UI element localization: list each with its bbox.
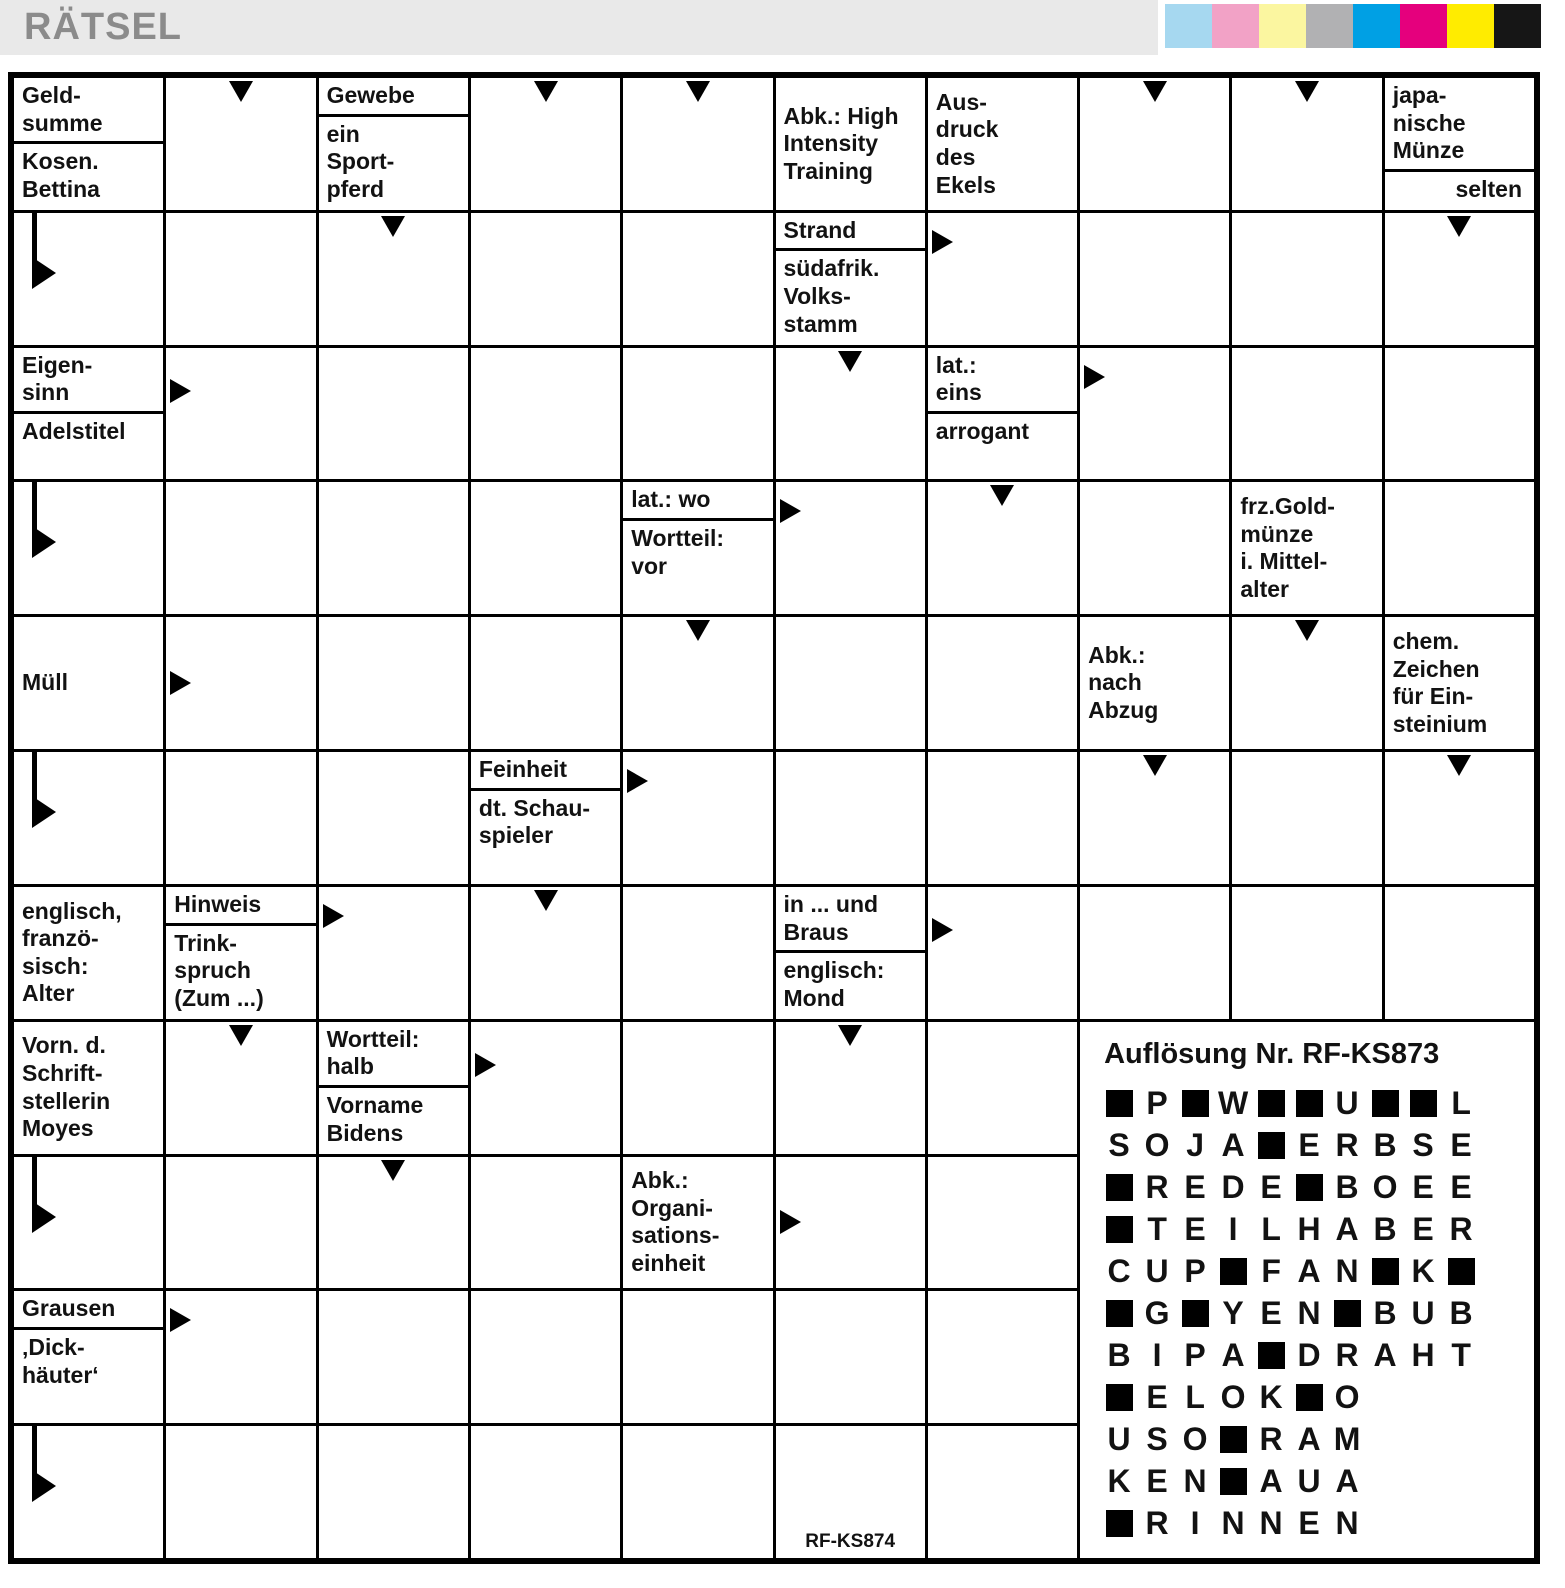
solution-letter: H [1297, 1211, 1321, 1248]
solution-letter: D [1297, 1337, 1321, 1374]
solution-letter: A [1297, 1253, 1321, 1290]
clue-text: Feinheit [478, 756, 568, 783]
solution-letter: F [1261, 1253, 1281, 1290]
solution-letter: A [1373, 1337, 1397, 1374]
answer-cell [1080, 482, 1229, 614]
clue-cell [623, 482, 772, 614]
solution-black-square [1290, 1167, 1328, 1209]
answer-cell [928, 617, 1077, 749]
solution-black-square [1290, 1083, 1328, 1125]
solution-black-square [1366, 1083, 1404, 1125]
answer-cell [1080, 213, 1229, 345]
solution-letter: E [1260, 1295, 1282, 1332]
solution-letter: O [1372, 1169, 1398, 1206]
answer-cell [1080, 348, 1229, 480]
solution-letter: E [1298, 1505, 1320, 1542]
answer-cell [166, 1426, 315, 1558]
down-arrow-icon [378, 1159, 408, 1182]
answer-cell [928, 887, 1077, 1019]
clue-text: südafrik. Volks- stamm [776, 248, 925, 342]
answer-cell [471, 1426, 620, 1558]
right-arrow-icon [1083, 362, 1106, 392]
solution-black-square [1176, 1083, 1214, 1125]
answer-cell [14, 1157, 163, 1289]
solution-letter: R [1259, 1421, 1283, 1458]
answer-cell [471, 348, 620, 480]
solution-letter: E [1450, 1127, 1472, 1164]
solution-letter: R [1145, 1169, 1169, 1206]
clue-cell [623, 1157, 772, 1289]
solution-black-square [1252, 1125, 1290, 1167]
solution-letter: E [1450, 1169, 1472, 1206]
clue-text: in ... und Braus [783, 890, 879, 945]
down-arrow-icon [531, 80, 561, 103]
solution-row [1100, 1377, 1534, 1419]
solution-letter: N [1259, 1505, 1283, 1542]
clue-cell [776, 887, 925, 1019]
solution-letter: N [1221, 1505, 1245, 1542]
clue-cell [319, 1022, 468, 1154]
solution-letter: A [1259, 1463, 1283, 1500]
down-arrow-icon [1292, 80, 1322, 103]
solution-letter: G [1144, 1295, 1170, 1332]
solution-letter: E [1298, 1127, 1320, 1164]
bent-arrow-icon [26, 752, 58, 832]
page-header [0, 0, 1158, 55]
answer-cell [928, 1157, 1077, 1289]
solution-letter: B [1335, 1169, 1359, 1206]
solution-letter: U [1411, 1295, 1435, 1332]
right-arrow-icon [169, 668, 192, 698]
answer-cell [1385, 348, 1534, 480]
solution-letter: K [1107, 1463, 1131, 1500]
clue-text: Wortteil: vor [623, 518, 772, 584]
solution-letter: H [1411, 1337, 1435, 1374]
solution-letter: S [1108, 1127, 1130, 1164]
solution-black-square [1100, 1503, 1138, 1545]
clue-cell [14, 1291, 163, 1423]
answer-cell [1232, 213, 1381, 345]
color-bar [1400, 4, 1447, 48]
solution-letter: W [1217, 1085, 1249, 1122]
color-bar [1353, 4, 1400, 48]
right-arrow-icon [931, 915, 954, 945]
answer-cell [166, 482, 315, 614]
clue-text: dt. Schau- spieler [471, 788, 620, 854]
clue-text: englisch, franzö- sisch: Alter [22, 897, 122, 1007]
clue-text: Trink- spruch (Zum ...) [166, 923, 315, 1017]
answer-cell [319, 1291, 468, 1423]
bent-arrow-icon [26, 482, 58, 562]
clue-text: Abk.: nach Abzug [1088, 641, 1159, 723]
solution-letter: N [1335, 1505, 1359, 1542]
answer-cell [623, 752, 772, 884]
solution-letter: S [1146, 1421, 1168, 1458]
clue-text: Aus- druck des Ekels [935, 88, 999, 198]
answer-cell [471, 1157, 620, 1289]
answer-cell [319, 887, 468, 1019]
answer-cell [471, 1291, 620, 1423]
solution-letter: E [1412, 1169, 1434, 1206]
solution-letter: A [1297, 1421, 1321, 1458]
solution-row [1100, 1125, 1534, 1167]
solution-black-square [1214, 1419, 1252, 1461]
answer-cell [928, 752, 1077, 884]
answer-cell [776, 752, 925, 884]
clue-text: Abk.: High Intensity Training [783, 102, 899, 184]
right-arrow-icon [474, 1050, 497, 1080]
solution-black-square [1100, 1377, 1138, 1419]
down-arrow-icon [683, 80, 713, 103]
solution-black-square [1290, 1377, 1328, 1419]
solution-letter: N [1183, 1463, 1207, 1500]
solution-letter: U [1145, 1253, 1169, 1290]
solution-letter: C [1107, 1253, 1131, 1290]
clue-text: Adelstitel [14, 411, 163, 450]
solution-black-square [1100, 1167, 1138, 1209]
right-arrow-icon [169, 376, 192, 406]
solution-letter: B [1449, 1295, 1473, 1332]
clue-cell [14, 1022, 163, 1154]
solution-letter: A [1221, 1337, 1245, 1374]
color-bar [1212, 4, 1259, 48]
solution-letter: P [1146, 1085, 1168, 1122]
solution-letter: O [1334, 1379, 1360, 1416]
solution-letter: U [1335, 1085, 1359, 1122]
answer-cell [1232, 752, 1381, 884]
answer-cell [623, 617, 772, 749]
puzzle-id-label: RF-KS874 [805, 1530, 896, 1552]
answer-cell [319, 348, 468, 480]
solution-letter: R [1145, 1505, 1169, 1542]
answer-cell [623, 1291, 772, 1423]
solution-letter: E [1184, 1169, 1206, 1206]
clue-text: Vorname Bidens [319, 1085, 468, 1151]
solution-row [1100, 1251, 1534, 1293]
answer-cell [166, 752, 315, 884]
clue-cell [776, 78, 925, 210]
bent-arrow-icon [26, 1157, 58, 1237]
solution-letter: T [1147, 1211, 1167, 1248]
solution-black-square [1442, 1251, 1480, 1293]
down-arrow-icon [1292, 619, 1322, 642]
solution-letter: P [1184, 1253, 1206, 1290]
answer-cell [1385, 887, 1534, 1019]
solution-row [1100, 1419, 1534, 1461]
answer-cell [1080, 752, 1229, 884]
answer-cell [776, 482, 925, 614]
clue-text: Strand [783, 216, 857, 243]
answer-cell [319, 617, 468, 749]
answer-cell [14, 482, 163, 614]
down-arrow-icon [835, 350, 865, 373]
page-title: RÄTSEL [24, 6, 182, 48]
down-arrow-icon [987, 484, 1017, 507]
solution-black-square [1214, 1251, 1252, 1293]
clue-text: selten [1385, 169, 1534, 208]
clue-text: Kosen. Bettina [14, 141, 163, 207]
down-arrow-icon [835, 1024, 865, 1047]
solution-letter: J [1186, 1127, 1204, 1164]
clue-text: Gewebe [326, 82, 415, 108]
answer-cell [471, 213, 620, 345]
down-arrow-icon [1140, 80, 1170, 103]
solution-letter: O [1144, 1127, 1170, 1164]
solution-black-square [1214, 1461, 1252, 1503]
answer-cell [1232, 78, 1381, 210]
color-bar [1165, 4, 1212, 48]
solution-letter: O [1220, 1379, 1246, 1416]
right-arrow-icon [626, 766, 649, 796]
answer-cell [1232, 887, 1381, 1019]
answer-cell [1385, 752, 1534, 884]
solution-title: Auflösung Nr. RF-KS873 [1104, 1037, 1440, 1070]
clue-cell [1385, 78, 1534, 210]
color-bar [1447, 4, 1494, 48]
clue-text: Müll [22, 669, 68, 696]
answer-cell [166, 78, 315, 210]
solution-letter: B [1373, 1211, 1397, 1248]
clue-text: Geld- summe [22, 82, 103, 136]
solution-letter: E [1146, 1379, 1168, 1416]
solution-letter: B [1373, 1127, 1397, 1164]
answer-cell [776, 1022, 925, 1154]
answer-cell [166, 213, 315, 345]
down-arrow-icon [1444, 754, 1474, 777]
solution-letter: A [1335, 1211, 1359, 1248]
clue-text: chem. Zeichen für Ein- steinium [1392, 627, 1488, 737]
answer-cell [1385, 482, 1534, 614]
answer-cell [623, 1426, 772, 1558]
answer-cell [319, 482, 468, 614]
solution-letter: L [1451, 1085, 1471, 1122]
answer-cell [471, 78, 620, 210]
solution-letter: E [1412, 1211, 1434, 1248]
down-arrow-icon [531, 889, 561, 912]
down-arrow-icon [1444, 215, 1474, 238]
solution-black-square [1100, 1209, 1138, 1251]
color-bar [1494, 4, 1541, 48]
answer-cell [1080, 78, 1229, 210]
answer-cell [1232, 617, 1381, 749]
solution-box [1080, 1022, 1534, 1558]
answer-cell [166, 1291, 315, 1423]
clue-text: Hinweis [174, 890, 262, 917]
solution-letter: A [1335, 1463, 1359, 1500]
clue-cell [14, 887, 163, 1019]
clue-text: Wortteil: halb [326, 1025, 420, 1080]
answer-cell [14, 213, 163, 345]
answer-cell [1080, 887, 1229, 1019]
solution-letter: E [1146, 1463, 1168, 1500]
answer-cell [776, 1426, 925, 1558]
solution-letter: K [1259, 1379, 1283, 1416]
solution-row [1100, 1461, 1534, 1503]
right-arrow-icon [779, 1207, 802, 1237]
solution-row [1100, 1335, 1534, 1377]
clue-cell [1385, 617, 1534, 749]
print-color-bars [1165, 4, 1541, 48]
solution-letter: R [1449, 1211, 1473, 1248]
solution-letter: D [1221, 1169, 1245, 1206]
clue-text: Grausen [22, 1295, 116, 1322]
clue-cell [471, 752, 620, 884]
solution-letter: S [1412, 1127, 1434, 1164]
answer-cell [1232, 348, 1381, 480]
answer-cell [623, 1022, 772, 1154]
down-arrow-icon [683, 619, 713, 642]
answer-cell [471, 617, 620, 749]
right-arrow-icon [169, 1305, 192, 1335]
solution-black-square [1252, 1083, 1290, 1125]
clue-cell [1232, 482, 1381, 614]
answer-cell [928, 482, 1077, 614]
solution-letter: U [1107, 1421, 1131, 1458]
answer-cell [319, 752, 468, 884]
answer-cell [166, 1157, 315, 1289]
clue-cell [1080, 617, 1229, 749]
clue-text: englisch: Mond [776, 950, 925, 1016]
clue-text: lat.: eins [935, 351, 982, 406]
clue-cell [166, 887, 315, 1019]
solution-row [1100, 1503, 1534, 1545]
solution-row [1100, 1083, 1534, 1125]
solution-black-square [1404, 1083, 1442, 1125]
solution-black-square [1366, 1251, 1404, 1293]
clue-cell [319, 78, 468, 210]
answer-cell [623, 887, 772, 1019]
solution-letter: T [1451, 1337, 1471, 1374]
crossword-grid [8, 72, 1540, 1564]
answer-cell [776, 617, 925, 749]
solution-row [1100, 1167, 1534, 1209]
solution-black-square [1100, 1293, 1138, 1335]
clue-text: Eigen- sinn [22, 351, 93, 406]
down-arrow-icon [226, 80, 256, 103]
answer-cell [319, 1426, 468, 1558]
answer-cell [623, 213, 772, 345]
solution-letter: I [1190, 1505, 1200, 1542]
clue-text: ‚Dick- häuter‘ [14, 1327, 163, 1393]
color-bar [1306, 4, 1353, 48]
answer-cell [928, 1022, 1077, 1154]
solution-letter: M [1333, 1421, 1361, 1458]
solution-row [1100, 1293, 1534, 1335]
clue-text: lat.: wo [631, 486, 711, 513]
solution-letter: R [1335, 1127, 1359, 1164]
solution-black-square [1328, 1293, 1366, 1335]
answer-cell [776, 1157, 925, 1289]
answer-cell [928, 1426, 1077, 1558]
clue-cell [14, 348, 163, 480]
answer-cell [623, 78, 772, 210]
solution-row [1100, 1209, 1534, 1251]
down-arrow-icon [1140, 754, 1170, 777]
answer-cell [471, 887, 620, 1019]
solution-letter: R [1335, 1337, 1359, 1374]
answer-cell [166, 348, 315, 480]
solution-black-square [1176, 1293, 1214, 1335]
down-arrow-icon [226, 1024, 256, 1047]
clue-cell [928, 348, 1077, 480]
clue-text: Abk.: Organi- sations- einheit [631, 1167, 720, 1277]
answer-cell [319, 1157, 468, 1289]
answer-cell [14, 752, 163, 884]
answer-cell [1385, 213, 1534, 345]
answer-cell [776, 1291, 925, 1423]
solution-letter: B [1373, 1295, 1397, 1332]
bent-arrow-icon [26, 213, 58, 293]
solution-black-square [1252, 1335, 1290, 1377]
clue-text: japa- nische Münze [1392, 82, 1466, 164]
solution-letter: E [1260, 1169, 1282, 1206]
clue-text: Vorn. d. Schrift- stellerin Moyes [22, 1032, 111, 1142]
answer-cell [928, 1291, 1077, 1423]
clue-cell [928, 78, 1077, 210]
answer-cell [471, 1022, 620, 1154]
solution-letter: E [1184, 1211, 1206, 1248]
answer-cell [928, 213, 1077, 345]
solution-letter: L [1185, 1379, 1205, 1416]
right-arrow-icon [779, 496, 802, 526]
solution-letter: B [1107, 1337, 1131, 1374]
solution-letter: A [1221, 1127, 1245, 1164]
solution-letter: I [1228, 1211, 1238, 1248]
answer-cell [166, 1022, 315, 1154]
clue-text: ein Sport- pferd [319, 114, 468, 208]
solution-black-square [1100, 1083, 1138, 1125]
solution-letter: P [1184, 1337, 1206, 1374]
solution-letter: N [1335, 1253, 1359, 1290]
solution-letter: L [1261, 1211, 1281, 1248]
solution-letter: Y [1222, 1295, 1244, 1332]
clue-cell [14, 78, 163, 210]
clue-cell [14, 617, 163, 749]
clue-text: arrogant [928, 411, 1077, 450]
answer-cell [471, 482, 620, 614]
bent-arrow-icon [26, 1426, 58, 1506]
clue-text: frz.Gold- münze i. Mittel- alter [1240, 493, 1335, 602]
solution-letter: O [1182, 1421, 1208, 1458]
solution-letter: N [1297, 1295, 1321, 1332]
answer-cell [776, 348, 925, 480]
right-arrow-icon [322, 901, 345, 931]
answer-cell [623, 348, 772, 480]
answer-cell [166, 617, 315, 749]
down-arrow-icon [378, 215, 408, 238]
clue-cell [776, 213, 925, 345]
solution-letter: K [1411, 1253, 1435, 1290]
answer-cell [14, 1426, 163, 1558]
solution-letter: I [1152, 1337, 1162, 1374]
solution-letter: U [1297, 1463, 1321, 1500]
right-arrow-icon [931, 227, 954, 257]
answer-cell [319, 213, 468, 345]
color-bar [1259, 4, 1306, 48]
